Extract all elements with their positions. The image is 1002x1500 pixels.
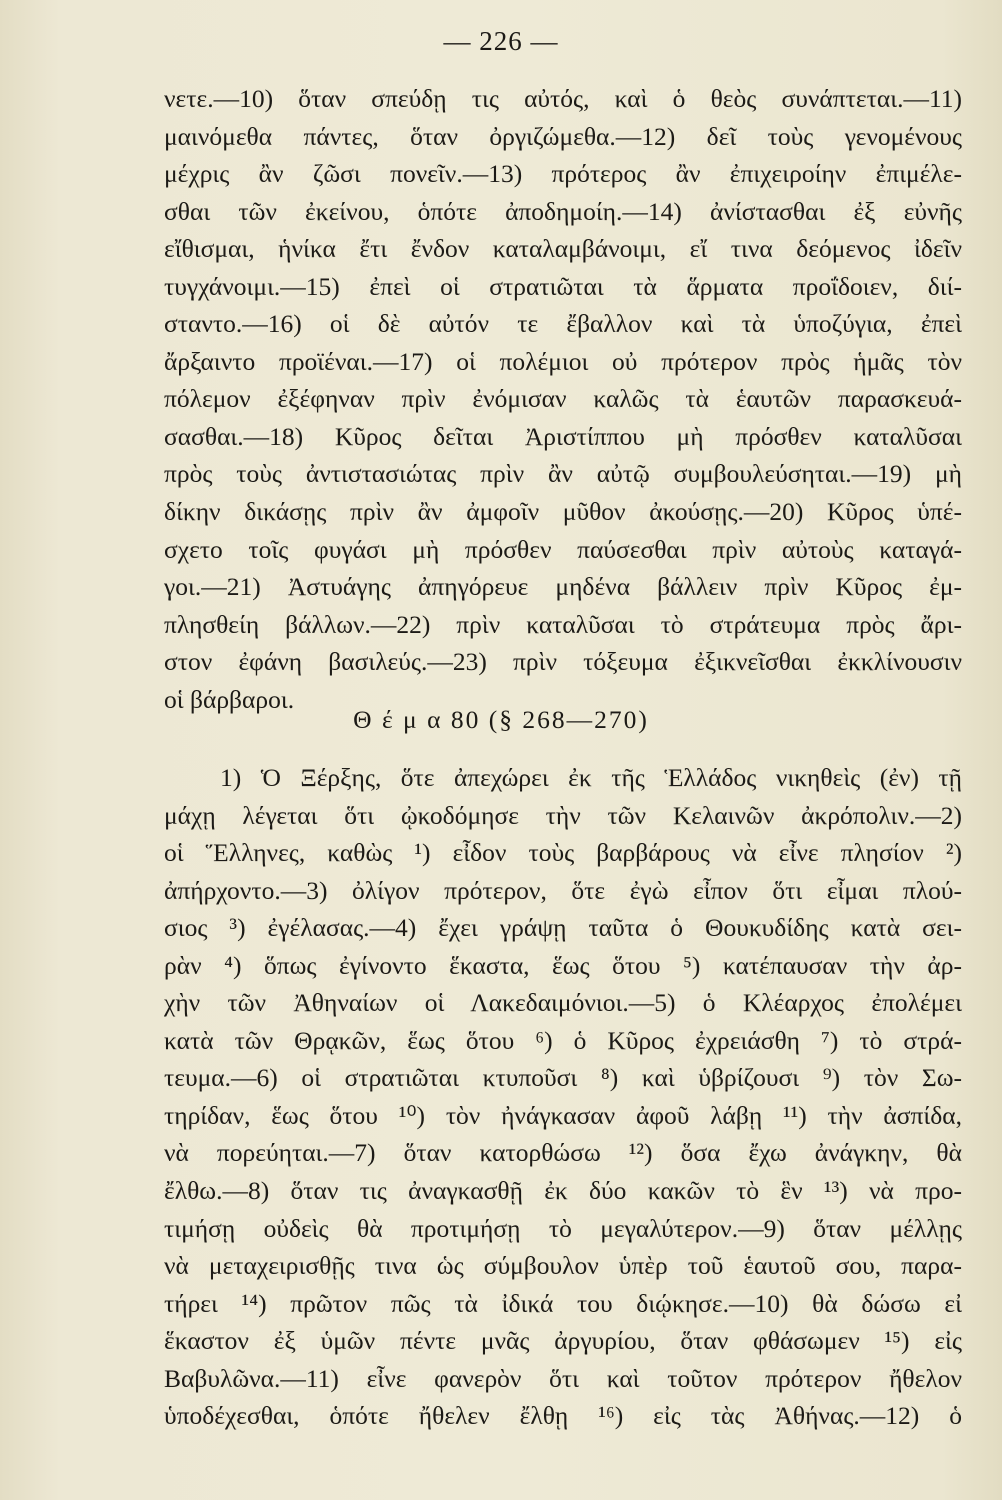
text-line: γοι.—21) Ἀστυάγης ἀπηγόρευε μηδένα βάλλειν πρὶν Κῦρος ἐμ- — [164, 572, 962, 602]
text-line: εἴθισμαι, ἡνίκα ἔτι ἔνδον καταλαμβάνοιμι, εἴ τινα δεόμενος ἰδεῖν — [164, 234, 962, 264]
text-line: νὰ πορεύηται.—7) ὅταν κατορθώσω ¹²) ὅσα ἔχω ἀνάγκην, θὰ — [164, 1138, 962, 1168]
text-line: οἱ Ἕλληνες, καθὼς ¹) εἶδον τοὺς βαρβάρους νὰ εἶνε πλησίον ²) — [164, 838, 962, 868]
text-line: μέχρις ἂν ζῶσι πονεῖν.—13) πρότερος ἂν ἐπιχειροίην ἐπιμέλε- — [164, 159, 962, 189]
text-line: κατὰ τῶν Θρᾳκῶν, ἕως ὅτου ⁶) ὁ Κῦρος ἐχρειάσθη ⁷) τὸ στρά- — [164, 1025, 962, 1055]
text-line: τευμα.—6) οἱ στρατιῶται κτυποῦσι ⁸) καὶ ὑβρίζουσι ⁹) τὸν Σω- — [164, 1063, 962, 1093]
exercise-text-bottom — [164, 759, 962, 1435]
text-line: νετε.—10) ὅταν σπεύδῃ τις αὐτός, καὶ ὁ θεὸς συνάπτεται.—11) — [164, 84, 962, 113]
text-line: νὰ μεταχειρισθῇς τινα ὡς σύμβουλον ὑπὲρ τοῦ ἑαυτοῦ σου, παρα- — [164, 1251, 962, 1281]
text-line: τηρίδαν, ἕως ὅτου ¹⁰) τὸν ἠνάγκασαν ἀφοῦ λάβῃ ¹¹) τὴν ἀσπίδα, — [164, 1100, 962, 1130]
text-line: ὑποδέχεσθαι, ὁπότε ἤθελεν ἔλθῃ ¹⁶) εἰς τὰς Ἀθήνας.—12) ὁ — [164, 1401, 962, 1431]
text-line: μαινόμεθα πάντες, ὅταν ὀργιζώμεθα.—12) δεῖ τοὺς γενομένους — [164, 121, 962, 151]
text-line: οἱ βάρβαροι. — [164, 684, 295, 714]
text-line: ἕκαστον ἐξ ὑμῶν πέντε μνᾶς ἀργυρίου, ὅταν φθάσωμεν ¹⁵) εἰς — [164, 1326, 962, 1356]
text-line: ρὰν ⁴) ὅπως ἐγίνοντο ἕκαστα, ἕως ὅτου ⁵) κατέπαυσαν τὴν ἀρ- — [164, 950, 962, 980]
section-heading: Θ έ μ α 80 (§ 268—270) — [353, 705, 649, 734]
text-line: δίκην δικάσῃς πρὶν ἂν ἀμφοῖν μῦθον ἀκούσῃς.—20) Κῦρος ὑπέ- — [164, 497, 962, 527]
text-line: τήρει ¹⁴) πρῶτον πῶς τὰ ἰδικά του διῴκησε.—10) θὰ δώσω εἰ — [164, 1288, 962, 1318]
text-line: σταντο.—16) οἱ δὲ αὐτόν τε ἔβαλλον καὶ τὰ ὑποζύγια, ἐπεὶ — [164, 309, 962, 339]
text-line: Βαβυλῶνα.—11) εἶνε φανερὸν ὅτι καὶ τοῦτον πρότερον ἤθελον — [164, 1363, 962, 1393]
text-line: ἄρξαιντο προϊέναι.—17) οἱ πολέμιοι οὐ πρότερον πρὸς ἡμᾶς τὸν — [164, 346, 962, 376]
text-line: σασθαι.—18) Κῦρος δεῖται Ἀριστίππου μὴ πρόσθεν καταλῦσαι — [164, 421, 962, 451]
text-line: χὴν τῶν Ἀθηναίων οἱ Λακεδαιμόνιοι.—5) ὁ Κλέαρχος ἐπολέμει — [164, 988, 962, 1018]
page-number: — 226 — — [443, 26, 559, 56]
text-line: στον ἐφάνη βασιλεύς.—23) πρὶν τόξευμα ἐξικνεῖσθαι ἐκκλίνουσιν — [164, 647, 962, 677]
text-line: σιος ³) ἐγέλασας.—4) ἔχει γράψῃ ταῦτα ὁ Θουκυδίδης κατὰ σει- — [164, 913, 962, 943]
text-line: ἀπήρχοντο.—3) ὀλίγον πρότερον, ὅτε ἐγὼ εἶπον ὅτι εἶμαι πλού- — [164, 875, 962, 905]
text-line: ἔλθω.—8) ὅταν τις ἀναγκασθῇ ἐκ δύο κακῶν τὸ ἓν ¹³) νὰ προ- — [164, 1176, 962, 1206]
text-line: πόλεμον ἐξέφηναν πρὶν ἐνόμισαν καλῶς τὰ ἑαυτῶν παρασκευά- — [164, 384, 962, 414]
text-line: τυγχάνοιμι.—15) ἐπεὶ οἱ στρατιῶται τὰ ἅρματα προΐδοιεν, διί- — [164, 271, 962, 301]
text-line: πρὸς τοὺς ἀντιστασιώτας πρὶν ἂν αὐτῷ συμβουλεύσηται.—19) μὴ — [164, 459, 962, 489]
text-line: τιμήσῃ οὐδεὶς θὰ προτιμήσῃ τὸ μεγαλύτερον.—9) ὅταν μέλλῃς — [164, 1213, 962, 1243]
exercise-text-top — [164, 80, 962, 718]
text-line: 1) Ὁ Ξέρξης, ὅτε ἀπεχώρει ἐκ τῆς Ἑλλάδος νικηθεὶς (ἐν) τῇ — [220, 763, 962, 792]
text-line: πλησθείη βάλλων.—22) πρὶν καταλῦσαι τὸ στράτευμα πρὸς ἄρι- — [164, 609, 962, 639]
text-line: σχετο τοῖς φυγάσι μὴ πρόσθεν παύσεσθαι πρὶν αὐτοὺς καταγά- — [164, 534, 962, 564]
text-line: μάχῃ λέγεται ὅτι ᾠκοδόμησε τὴν τῶν Κελαινῶν ἀκρόπολιν.—2) — [164, 800, 962, 830]
text-line: σθαι τῶν ἐκείνου, ὁπότε ἀποδημοίη.—14) ἀνίστασθαι ἐξ εὐνῆς — [164, 196, 962, 226]
